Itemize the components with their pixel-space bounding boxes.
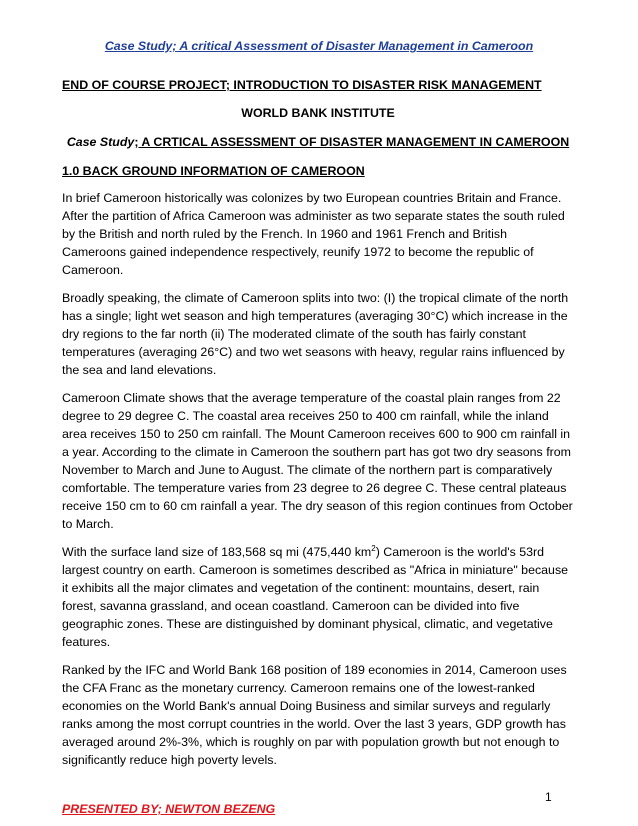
paragraph-climate: Broadly speaking, the climate of Cameroon splits into two: (I) the tropical climate of the north has a single; light wet season and high temperatures (averaging 30°C) which increase in the dry regions to the far north (ii) The moderated climate of the south has fairly constant temperatures (averaging 26°C) and two wet seasons with heavy, regular rains influenced by the sea and land elevations. xyxy=(62,291,569,377)
superscript-2: 2 xyxy=(371,543,376,553)
institute-name: WORLD BANK INSTITUTE xyxy=(241,106,395,120)
page-number: 1 xyxy=(545,790,552,804)
case-study-heading: A CRTICAL ASSESSMENT OF DISASTER MANAGEMENT IN CAMEROON xyxy=(138,135,570,149)
course-title: END OF COURSE PROJECT; INTRODUCTION TO DISASTER RISK MANAGEMENT xyxy=(62,78,542,92)
presented-by-footer: PRESENTED BY; NEWTON BEZENG xyxy=(62,802,276,816)
running-header xyxy=(0,39,638,53)
paragraph-history: In brief Cameroon historically was colonizes by two European countries Britain and France. After the partition of Africa Cameroon was administer as two separate states the south ruled by the British and north ruled by the French. In 1960 and 1961 French and British Cameroons gained independence respectively, reunify 1972 to become the republic of Cameroon. xyxy=(62,191,565,277)
section-heading: 1.0 BACK GROUND INFORMATION OF CAMEROON xyxy=(62,164,365,178)
case-study-title xyxy=(62,133,574,151)
header-title: A critical Assessment of Disaster Management in Cameroon xyxy=(176,39,534,53)
case-study-prefix: Case Study xyxy=(66,135,135,149)
paragraph-climate-details: Cameroon Climate shows that the average temperature of the coastal plain ranges from 22 degree to 29 degree C. The coastal area receives 250 to 400 cm rainfall, while the inland area receives 150 to 250 cm rainfall. The Mount Cameroon receives 600 to 900 cm rainfall in a year. According to the climate in Cameroon the southern part has got two dry seasons from November to March and June to August. The climate of the northern part is comparatively comfortable. The temperature varies from 23 degree to 26 degree C. These central plateaus receive 150 cm to 60 cm rainfall a year. The dry season of this region continues from October to March. xyxy=(62,391,573,531)
case-study-sep: ; xyxy=(134,135,139,149)
page-content xyxy=(62,77,574,779)
geography-text-start: With the surface land size of 183,568 sq mi (475,440 km xyxy=(62,545,372,559)
paragraph-economy: Ranked by the IFC and World Bank 168 position of 189 economies in 2014, Cameroon uses the CFA Franc as the monetary currency. Cameroon remains one of the lowest-ranked economies on the World Bank's annual Doing Business and similar surveys and regularly ranks among the most corrupt countries in the world. Over the last 3 years, GDP growth has averaged around 2%-3%, which is roughly on par with population growth but not enough to significantly reduce high poverty levels. xyxy=(62,663,567,767)
paragraph-geography xyxy=(62,543,574,651)
geography-text-end: ) Cameroon is the world's 53rd largest country on earth. Cameroon is sometimes described as "Africa in miniature" because it exhibits all the major climates and vegetation of the continent: mountains, desert, rain forest, savanna grassland, and ocean coastland. Cameroon can be divided into five geographic zones. These are distinguished by dominant physical, climatic, and vegetative features. xyxy=(62,545,569,649)
header-prefix: Case Study; xyxy=(104,39,177,53)
